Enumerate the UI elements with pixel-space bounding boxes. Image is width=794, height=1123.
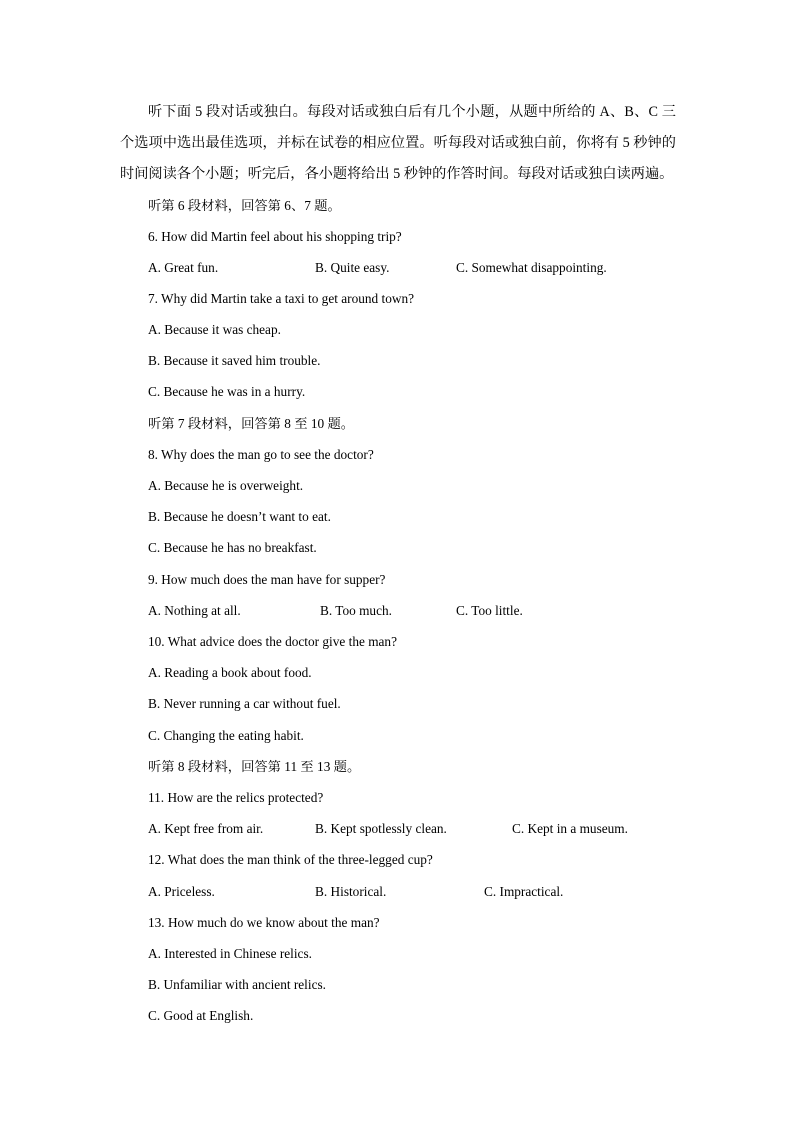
question-12-stem: 12. What does the man think of the three-legged cup? [148,852,433,867]
listening-instructions: 听下面 5 段对话或独白。每段对话或独白后有几个小题，从题中所给的 A、B、C 三个选项中选出最佳选项，并标在试卷的相应位置。听每段对话或独白前，你将有 5 秒钟的时间阅读各个小题；听完后，各小题将给出 5 秒钟的作答时间。每段对话或独白读两遍。 [120,104,676,182]
question-8-option-a: A. Because he is overweight. [148,478,304,493]
question-11-stem: 11. How are the relics protected? [148,790,324,805]
section-6-heading: 听第 6 段材料，回答第 6、7 题。 [148,198,341,213]
question-9-option-c: C. Too little. [456,603,523,618]
question-10-stem: 10. What advice does the doctor give the man? [148,634,397,649]
question-6-stem: 6. How did Martin feel about his shopping trip? [148,229,402,244]
question-10-option-b: B. Never running a car without fuel. [148,696,341,711]
question-8-option-c: C. Because he has no breakfast. [148,540,317,555]
question-9-option-a: A. Nothing at all. [148,603,241,618]
section-8-heading: 听第 8 段材料，回答第 11 至 13 题。 [148,759,361,774]
question-8-stem: 8. Why does the man go to see the doctor? [148,447,374,462]
question-8-option-b: B. Because he doesn’t want to eat. [148,509,331,524]
question-9-option-b: B. Too much. [320,603,392,618]
question-10-option-a: A. Reading a book about food. [148,665,312,680]
question-12-option-b: B. Historical. [315,884,387,899]
question-6-option-c: C. Somewhat disappointing. [456,260,607,275]
question-7-stem: 7. Why did Martin take a taxi to get around town? [148,291,414,306]
question-9-stem: 9. How much does the man have for supper? [148,572,386,587]
question-11-option-c: C. Kept in a museum. [512,821,628,836]
question-12-option-a: A. Priceless. [148,884,215,899]
question-6-option-a: A. Great fun. [148,260,219,275]
question-13-stem: 13. How much do we know about the man? [148,915,380,930]
section-7-heading: 听第 7 段材料，回答第 8 至 10 题。 [148,416,355,431]
question-13-option-b: B. Unfamiliar with ancient relics. [148,977,326,992]
question-10-option-c: C. Changing the eating habit. [148,728,304,743]
question-7-option-c: C. Because he was in a hurry. [148,384,306,399]
question-11-option-a: A. Kept free from air. [148,821,264,836]
question-6-option-b: B. Quite easy. [315,260,390,275]
question-12-option-c: C. Impractical. [484,884,564,899]
question-13-option-c: C. Good at English. [148,1008,254,1023]
question-11-option-b: B. Kept spotlessly clean. [315,821,447,836]
question-7-option-a: A. Because it was cheap. [148,322,281,337]
question-7-option-b: B. Because it saved him trouble. [148,353,321,368]
question-13-option-a: A. Interested in Chinese relics. [148,946,312,961]
